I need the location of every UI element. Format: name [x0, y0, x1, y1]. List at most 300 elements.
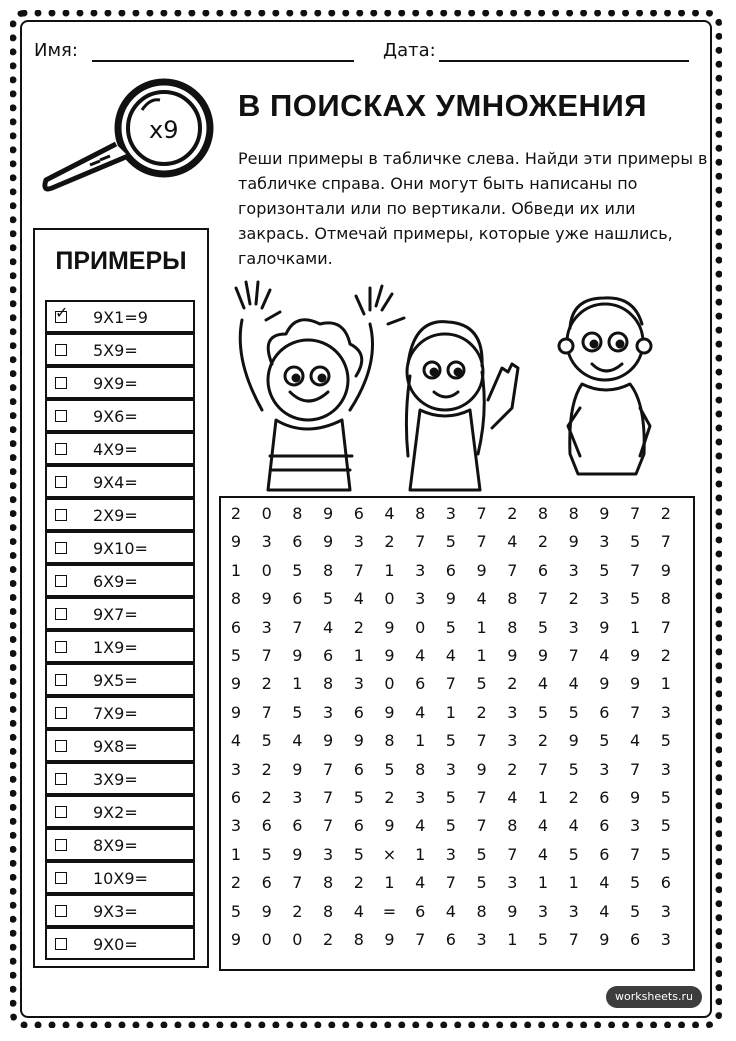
grid-cell[interactable]: 6: [353, 504, 364, 523]
example-checkbox[interactable]: [55, 509, 67, 521]
example-row[interactable]: [45, 894, 195, 927]
grid-cell[interactable]: 3: [568, 560, 579, 580]
grid-cell[interactable]: 7: [353, 560, 364, 580]
grid-cell[interactable]: 9: [292, 759, 303, 779]
grid-cell[interactable]: 7: [323, 759, 334, 779]
grid-cell[interactable]: 5: [630, 901, 641, 921]
grid-cell[interactable]: 7: [476, 816, 487, 836]
grid-cell[interactable]: 5: [476, 674, 487, 694]
grid-cell[interactable]: 9: [476, 560, 487, 580]
example-row[interactable]: [45, 828, 195, 861]
grid-cell[interactable]: 7: [323, 816, 334, 836]
grid-cell[interactable]: 3: [630, 816, 641, 836]
grid-cell[interactable]: 2: [507, 759, 518, 779]
grid-cell[interactable]: 7: [660, 617, 671, 637]
grid-cell[interactable]: 2: [261, 674, 272, 694]
example-row[interactable]: [45, 366, 195, 399]
grid-cell[interactable]: 3: [476, 930, 487, 949]
grid-cell[interactable]: 6: [292, 532, 303, 552]
example-row[interactable]: [45, 729, 195, 762]
grid-cell[interactable]: 7: [507, 844, 518, 864]
grid-cell[interactable]: 1: [660, 674, 671, 694]
grid-cell[interactable]: 8: [507, 589, 518, 609]
grid-cell[interactable]: 3: [599, 532, 610, 552]
grid-cell[interactable]: 2: [230, 873, 242, 893]
grid-cell[interactable]: 8: [507, 816, 518, 836]
grid-cell[interactable]: 3: [507, 731, 518, 751]
example-row[interactable]: [45, 432, 195, 465]
grid-cell[interactable]: 1: [415, 844, 426, 864]
grid-cell[interactable]: 8: [230, 589, 242, 609]
grid-cell[interactable]: 7: [568, 646, 579, 665]
grid-cell[interactable]: 4: [323, 617, 334, 637]
grid-cell[interactable]: 7: [660, 532, 671, 552]
grid-cell[interactable]: 5: [568, 702, 579, 722]
grid-cell[interactable]: 4: [415, 873, 426, 893]
grid-cell[interactable]: 2: [568, 589, 579, 609]
grid-cell[interactable]: 5: [353, 844, 364, 864]
grid-cell[interactable]: ×: [382, 844, 397, 864]
example-row[interactable]: [45, 531, 195, 564]
example-row[interactable]: [45, 663, 195, 696]
grid-cell[interactable]: 5: [660, 788, 671, 807]
grid-cell[interactable]: 7: [630, 759, 641, 779]
grid-cell[interactable]: 0: [261, 930, 272, 949]
grid-cell[interactable]: 9: [568, 532, 579, 552]
grid-cell[interactable]: 6: [445, 930, 456, 949]
grid-cell[interactable]: 0: [415, 617, 426, 637]
grid-cell[interactable]: 7: [630, 844, 641, 864]
grid-cell[interactable]: 4: [507, 788, 518, 807]
grid-cell[interactable]: 3: [261, 532, 272, 552]
grid-cell[interactable]: 5: [323, 589, 334, 609]
grid-cell[interactable]: 7: [415, 930, 426, 949]
grid-cell[interactable]: 6: [353, 702, 364, 722]
grid-cell[interactable]: 9: [384, 646, 395, 665]
grid-cell[interactable]: 5: [568, 759, 579, 779]
example-row[interactable]: [45, 300, 195, 333]
grid-cell[interactable]: 4: [568, 674, 579, 694]
grid-cell[interactable]: 8: [292, 504, 303, 523]
children-illustration: [220, 280, 690, 495]
grid-cell[interactable]: 9: [445, 589, 456, 609]
grid-cell[interactable]: 9: [599, 930, 610, 949]
grid-cell[interactable]: 5: [445, 788, 456, 807]
example-text: 8X9=: [93, 836, 138, 855]
grid-cell[interactable]: 0: [384, 589, 395, 609]
example-row[interactable]: [45, 498, 195, 531]
grid-cell[interactable]: 9: [261, 589, 272, 609]
example-checkbox[interactable]: [55, 773, 67, 785]
grid-cell[interactable]: 8: [660, 589, 671, 609]
grid-cell[interactable]: 7: [630, 560, 641, 580]
grid-cell[interactable]: 7: [568, 930, 579, 949]
grid-cell[interactable]: 4: [537, 674, 549, 694]
date-field-line[interactable]: [439, 60, 689, 62]
grid-cell[interactable]: 5: [445, 617, 456, 637]
example-text: 7X9=: [93, 704, 138, 723]
grid-cell[interactable]: 7: [476, 731, 487, 751]
grid-cell[interactable]: 6: [261, 816, 272, 836]
grid-cell[interactable]: 4: [476, 589, 487, 609]
check-mark-icon: ✓: [55, 303, 69, 322]
grid-cell[interactable]: 5: [660, 731, 671, 751]
grid-cell[interactable]: 8: [323, 674, 334, 694]
grid-cell[interactable]: 3: [230, 759, 242, 779]
example-text: 9X10=: [93, 539, 148, 558]
grid-cell[interactable]: 6: [230, 617, 242, 637]
grid-cell[interactable]: 8: [568, 504, 579, 523]
example-text: 9X1=9: [93, 308, 148, 327]
grid-cell[interactable]: 8: [507, 617, 518, 637]
grid-cell[interactable]: 3: [415, 589, 426, 609]
grid-cell[interactable]: 4: [630, 731, 641, 751]
grid-cell[interactable]: 7: [445, 873, 456, 893]
grid-cell[interactable]: 6: [323, 646, 334, 665]
example-checkbox[interactable]: [55, 303, 69, 323]
grid-cell[interactable]: 9: [292, 646, 303, 665]
grid-cell[interactable]: 6: [599, 844, 610, 864]
grid-cell[interactable]: 2: [537, 532, 549, 552]
grid-cell[interactable]: 5: [292, 560, 303, 580]
grid-cell[interactable]: 7: [630, 504, 641, 523]
grid-cell[interactable]: 5: [230, 646, 242, 665]
grid-cell[interactable]: 6: [292, 816, 303, 836]
grid-cell[interactable]: 9: [292, 844, 303, 864]
grid-cell[interactable]: 8: [323, 560, 334, 580]
grid-cell[interactable]: 6: [415, 674, 426, 694]
grid-cell[interactable]: 7: [415, 532, 426, 552]
grid-cell[interactable]: 9: [384, 617, 395, 637]
grid-cell[interactable]: 3: [445, 759, 456, 779]
grid-cell[interactable]: 4: [353, 901, 364, 921]
grid-cell[interactable]: 9: [630, 674, 641, 694]
example-row[interactable]: [45, 597, 195, 630]
example-text: 9X0=: [93, 935, 138, 954]
grid-cell[interactable]: 1: [476, 646, 487, 665]
example-text: 10X9=: [93, 869, 148, 888]
grid-cell[interactable]: 9: [261, 901, 272, 921]
example-checkbox[interactable]: [55, 575, 67, 587]
example-row[interactable]: [45, 465, 195, 498]
grid-cell[interactable]: 8: [537, 504, 549, 523]
grid-cell[interactable]: 7: [476, 788, 487, 807]
grid-cell[interactable]: 3: [353, 674, 364, 694]
example-checkbox[interactable]: [55, 740, 67, 752]
grid-cell[interactable]: 4: [599, 901, 610, 921]
grid-cell[interactable]: 9: [323, 504, 334, 523]
grid-cell[interactable]: 6: [445, 560, 456, 580]
grid-cell[interactable]: 4: [415, 646, 426, 665]
grid-cell[interactable]: 9: [537, 646, 549, 665]
grid-cell[interactable]: 7: [476, 504, 487, 523]
grid-cell[interactable]: 2: [353, 617, 364, 637]
grid-cell[interactable]: 1: [507, 930, 518, 949]
grid-cell[interactable]: 3: [660, 901, 671, 921]
grid-cell[interactable]: 4: [445, 646, 456, 665]
grid-cell[interactable]: 1: [537, 788, 549, 807]
grid-cell[interactable]: 2: [384, 532, 395, 552]
example-row[interactable]: [45, 696, 195, 729]
grid-cell[interactable]: 1: [292, 674, 303, 694]
grid-cell[interactable]: 5: [630, 589, 641, 609]
date-label: Дата:: [383, 40, 436, 61]
instructions-text: Реши примеры в табличке слева. Найди эти примеры в табличке справа. Они могут быть написаны по горизонтали или по вертикали. Обведи их или закрась. Отмечай примеры, которые уже нашлись, галочками.: [238, 149, 708, 268]
grid-cell[interactable]: 5: [599, 560, 610, 580]
grid-cell[interactable]: 5: [445, 532, 456, 552]
grid-cell[interactable]: 9: [230, 532, 242, 552]
grid-cell[interactable]: 6: [292, 589, 303, 609]
grid-cell[interactable]: 9: [630, 788, 641, 807]
example-row[interactable]: [45, 399, 195, 432]
grid-cell[interactable]: 4: [507, 532, 518, 552]
grid-cell[interactable]: 5: [445, 731, 456, 751]
grid-cell[interactable]: 2: [476, 702, 487, 722]
grid-cell[interactable]: 1: [384, 560, 395, 580]
example-row[interactable]: [45, 333, 195, 366]
grid-cell[interactable]: 9: [630, 646, 641, 665]
grid-cell[interactable]: 7: [507, 560, 518, 580]
grid-cell[interactable]: 2: [261, 759, 272, 779]
grid-cell[interactable]: 5: [353, 788, 364, 807]
example-checkbox[interactable]: [55, 608, 67, 620]
grid-cell[interactable]: 5: [568, 844, 579, 864]
grid-cell[interactable]: 2: [353, 873, 364, 893]
grid-cell[interactable]: 9: [599, 674, 610, 694]
grid-cell[interactable]: 9: [476, 759, 487, 779]
example-text: 9X2=: [93, 803, 138, 822]
grid-cell[interactable]: 5: [445, 816, 456, 836]
grid-cell[interactable]: 3: [445, 504, 456, 523]
example-checkbox[interactable]: [55, 872, 67, 884]
grid-cell[interactable]: 9: [507, 646, 518, 665]
grid-cell[interactable]: 9: [384, 816, 395, 836]
grid-cell[interactable]: 7: [476, 532, 487, 552]
example-row[interactable]: [45, 630, 195, 663]
grid-cell[interactable]: 4: [415, 702, 426, 722]
grid-cell[interactable]: 1: [415, 731, 426, 751]
grid-cell[interactable]: 4: [292, 731, 303, 751]
grid-cell[interactable]: 7: [630, 702, 641, 722]
grid-cell[interactable]: 3: [537, 901, 549, 921]
grid-cell[interactable]: 1: [537, 873, 549, 893]
grid-cell[interactable]: 3: [660, 759, 671, 779]
example-checkbox[interactable]: [55, 410, 67, 422]
grid-cell[interactable]: 2: [660, 504, 671, 523]
grid-cell[interactable]: 3: [445, 844, 456, 864]
example-checkbox[interactable]: [55, 938, 67, 950]
grid-cell[interactable]: 1: [230, 560, 242, 580]
grid-cell[interactable]: 5: [630, 873, 641, 893]
grid-cell[interactable]: 4: [537, 816, 549, 836]
grid-cell[interactable]: 3: [599, 589, 610, 609]
example-checkbox[interactable]: [55, 443, 67, 455]
example-checkbox[interactable]: [55, 806, 67, 818]
example-checkbox[interactable]: [55, 674, 67, 686]
grid-cell[interactable]: 2: [537, 731, 549, 751]
grid-cell[interactable]: 7: [261, 702, 272, 722]
grid-cell[interactable]: 3: [353, 532, 364, 552]
grid-cell[interactable]: 4: [537, 844, 549, 864]
grid-cell[interactable]: 9: [660, 560, 671, 580]
grid-cell[interactable]: 2: [507, 674, 518, 694]
example-row[interactable]: [45, 564, 195, 597]
example-text: 1X9=: [93, 638, 138, 657]
grid-cell[interactable]: 5: [476, 844, 487, 864]
example-row[interactable]: [45, 762, 195, 795]
grid-cell[interactable]: 3: [507, 873, 518, 893]
grid-cell[interactable]: 9: [323, 532, 334, 552]
example-checkbox[interactable]: [55, 839, 67, 851]
grid-cell[interactable]: 4: [599, 873, 610, 893]
name-label: Имя:: [34, 40, 78, 61]
grid-cell[interactable]: 5: [261, 844, 272, 864]
grid-cell[interactable]: 3: [230, 816, 242, 836]
example-checkbox[interactable]: [55, 377, 67, 389]
grid-cell[interactable]: 8: [323, 873, 334, 893]
grid-cell[interactable]: 4: [445, 901, 456, 921]
grid-cell[interactable]: 2: [323, 930, 334, 949]
grid-cell[interactable]: 9: [599, 617, 610, 637]
grid-cell[interactable]: 4: [568, 816, 579, 836]
grid-cell[interactable]: 1: [384, 873, 395, 893]
example-row[interactable]: [45, 861, 195, 894]
grid-cell[interactable]: 5: [599, 731, 610, 751]
grid-cell[interactable]: 2: [292, 901, 303, 921]
grid-cell[interactable]: 3: [415, 788, 426, 807]
grid-cell[interactable]: 9: [323, 731, 334, 751]
grid-cell[interactable]: 2: [507, 504, 518, 523]
grid-cell[interactable]: 9: [568, 731, 579, 751]
grid-cell[interactable]: 3: [261, 617, 272, 637]
example-checkbox[interactable]: [55, 476, 67, 488]
grid-cell[interactable]: 4: [384, 504, 395, 523]
grid-cell[interactable]: 2: [230, 504, 242, 523]
example-checkbox[interactable]: [55, 707, 67, 719]
grid-cell[interactable]: 3: [415, 560, 426, 580]
grid-cell[interactable]: 8: [415, 504, 426, 523]
grid-cell[interactable]: 4: [230, 731, 242, 751]
grid-cell[interactable]: 5: [537, 702, 549, 722]
grid-cell[interactable]: 1: [630, 617, 641, 637]
grid-cell[interactable]: 3: [599, 759, 610, 779]
grid-cell[interactable]: 6: [599, 788, 610, 807]
grid-cell[interactable]: =: [382, 901, 397, 921]
grid-cell[interactable]: 3: [323, 844, 334, 864]
grid-cell[interactable]: 5: [230, 901, 242, 921]
grid-cell[interactable]: 7: [292, 873, 303, 893]
grid-cell[interactable]: 6: [660, 873, 671, 893]
grid-cell[interactable]: 1: [568, 873, 579, 893]
magnifying-glass-icon: [30, 68, 220, 198]
grid-cell[interactable]: 6: [630, 930, 641, 949]
grid-cell[interactable]: 7: [292, 617, 303, 637]
grid-cell[interactable]: 7: [261, 646, 272, 665]
watermark: worksheets.ru: [606, 986, 702, 1008]
grid-cell[interactable]: 2: [568, 788, 579, 807]
grid-cell[interactable]: 8: [415, 759, 426, 779]
grid-cell[interactable]: 8: [384, 731, 395, 751]
grid-cell[interactable]: 7: [537, 759, 549, 779]
grid-cell[interactable]: 7: [537, 589, 549, 609]
grid-cell[interactable]: 0: [384, 674, 395, 694]
grid-cell[interactable]: 9: [599, 504, 610, 523]
grid-cell[interactable]: 1: [445, 702, 456, 722]
grid-cell[interactable]: 3: [507, 702, 518, 722]
grid-cell[interactable]: 6: [599, 702, 610, 722]
grid-cell[interactable]: 9: [230, 674, 242, 694]
grid-cell[interactable]: 4: [415, 816, 426, 836]
grid-cell[interactable]: 3: [292, 788, 303, 807]
grid-cell[interactable]: 9: [384, 702, 395, 722]
grid-cell[interactable]: 9: [230, 930, 242, 949]
grid-cell[interactable]: 1: [353, 646, 364, 665]
grid-cell[interactable]: 5: [292, 702, 303, 722]
example-checkbox[interactable]: [55, 905, 67, 917]
example-checkbox[interactable]: [55, 641, 67, 653]
grid-cell[interactable]: 3: [660, 930, 671, 949]
grid-cell[interactable]: 4: [353, 589, 364, 609]
grid-cell[interactable]: 3: [660, 702, 671, 722]
grid-cell[interactable]: 6: [230, 788, 242, 807]
grid-cell[interactable]: 6: [599, 816, 610, 836]
grid-cell[interactable]: 8: [353, 930, 364, 949]
grid-cell[interactable]: 8: [476, 901, 487, 921]
grid-cell[interactable]: 2: [384, 788, 395, 807]
example-text: 9X9=: [93, 374, 138, 393]
grid-cell[interactable]: 5: [261, 731, 272, 751]
grid-cell[interactable]: 0: [261, 504, 272, 523]
grid-cell[interactable]: 5: [537, 617, 549, 637]
grid-cell[interactable]: 1: [476, 617, 487, 637]
example-row[interactable]: [45, 795, 195, 828]
grid-cell[interactable]: 8: [323, 901, 334, 921]
grid-cell[interactable]: 5: [537, 930, 549, 949]
grid-cell[interactable]: 6: [537, 560, 549, 580]
grid-cell[interactable]: 0: [292, 930, 303, 949]
grid-cell[interactable]: 9: [507, 901, 518, 921]
grid-cell[interactable]: 6: [353, 759, 364, 779]
grid-cell[interactable]: 7: [445, 674, 456, 694]
grid-cell[interactable]: 7: [323, 788, 334, 807]
grid-cell[interactable]: 6: [415, 901, 426, 921]
example-checkbox[interactable]: [55, 542, 67, 554]
example-text: 6X9=: [93, 572, 138, 591]
grid-cell[interactable]: 3: [323, 702, 334, 722]
grid-cell[interactable]: 4: [599, 646, 610, 665]
grid-cell[interactable]: 9: [230, 702, 242, 722]
grid-cell[interactable]: 6: [261, 873, 272, 893]
grid-cell[interactable]: 5: [384, 759, 395, 779]
grid-cell[interactable]: 5: [660, 844, 671, 864]
grid-cell[interactable]: 0: [261, 560, 272, 580]
grid-cell[interactable]: 2: [660, 646, 671, 665]
grid-cell[interactable]: 6: [353, 816, 364, 836]
grid-cell[interactable]: 3: [568, 901, 579, 921]
grid-cell[interactable]: 9: [353, 731, 364, 751]
grid-cell[interactable]: 3: [568, 617, 579, 637]
grid-cell[interactable]: 1: [230, 844, 242, 864]
grid-cell[interactable]: 9: [384, 930, 395, 949]
example-row[interactable]: [45, 927, 195, 960]
example-checkbox[interactable]: [55, 344, 67, 356]
grid-cell[interactable]: 2: [261, 788, 272, 807]
grid-cell[interactable]: 5: [630, 532, 641, 552]
grid-cell[interactable]: 5: [476, 873, 487, 893]
grid-cell[interactable]: 5: [660, 816, 671, 836]
page-title: В ПОИСКАХ УМНОЖЕНИЯ: [238, 88, 648, 123]
name-field-line[interactable]: [92, 60, 354, 62]
